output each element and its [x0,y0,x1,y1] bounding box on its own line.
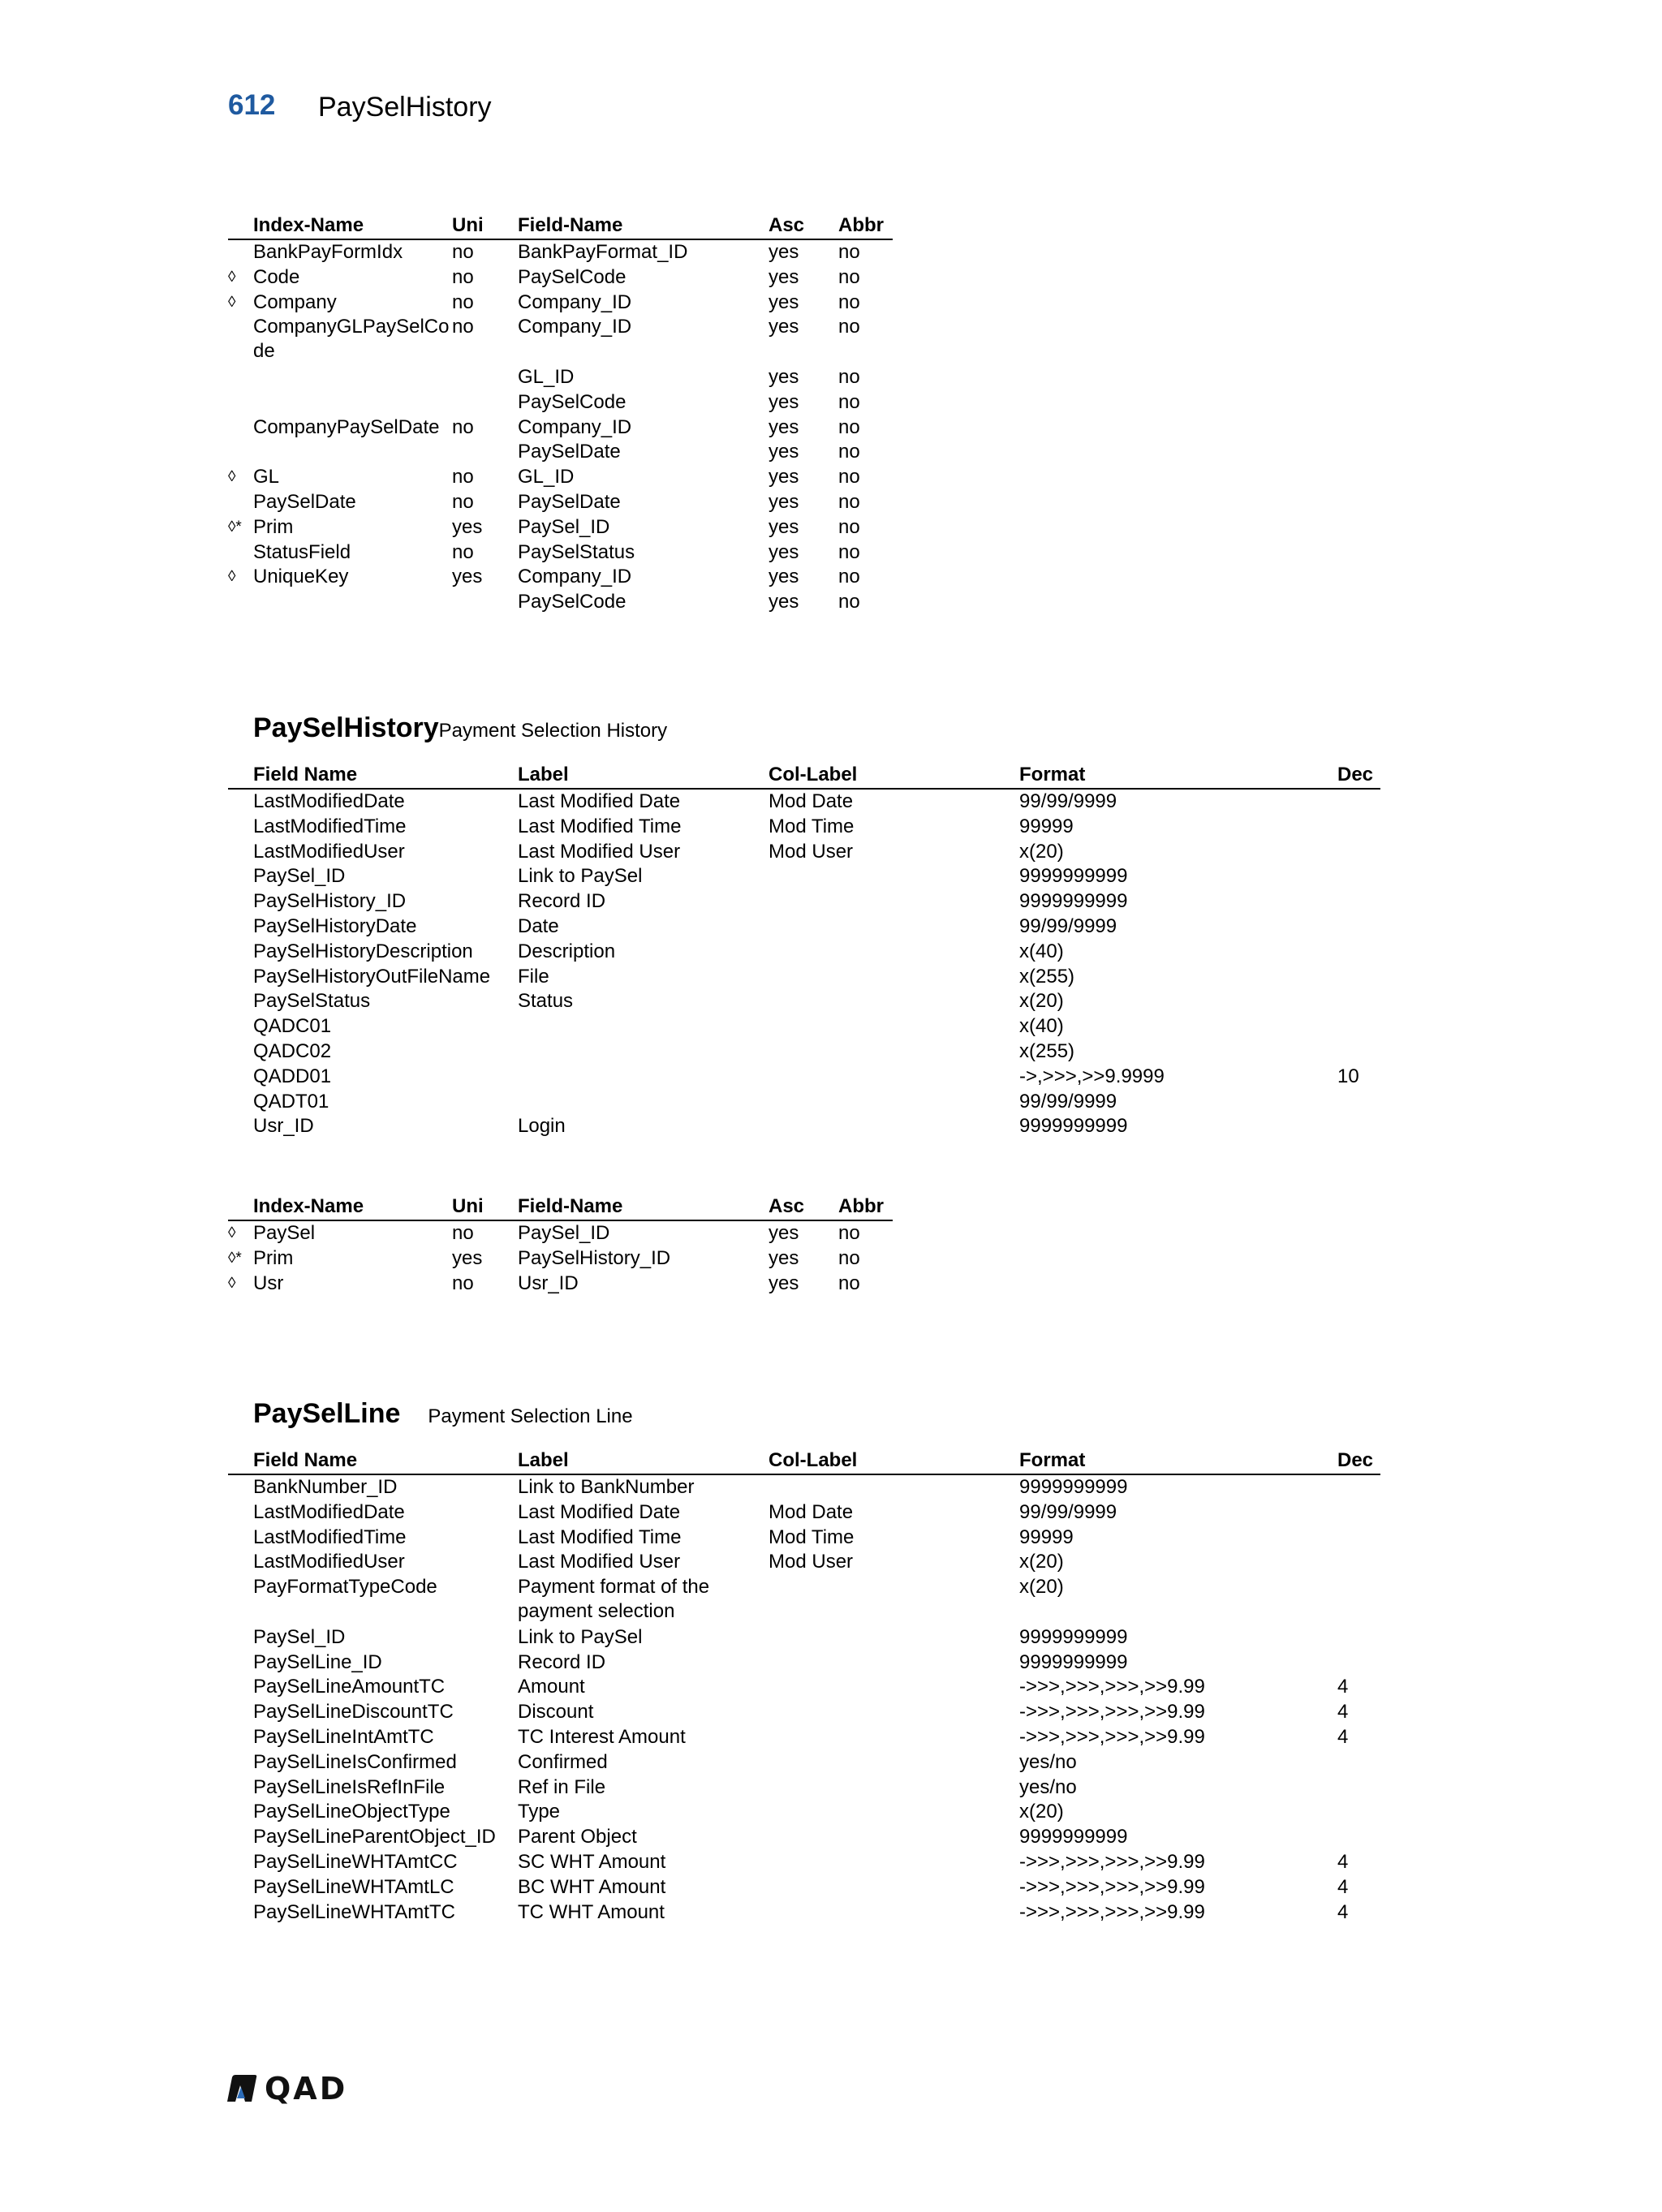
header-field-name: Field Name [253,764,358,785]
field-name: PaySelHistory_ID [253,890,407,913]
field-format: ->>>,>>>,>>>,>>9.99 [1019,1875,1205,1898]
ascending-flag: yes [769,466,799,488]
unique-flag: no [452,490,474,513]
index-key-marker: ◊ [228,268,236,286]
field-format: 9999999999 [1019,890,1128,913]
field-label: TC WHT Amount [518,1900,665,1923]
field-name: PaySelStatus [253,990,371,1013]
abbreviated-flag: no [838,1222,860,1244]
ascending-flag: yes [769,515,799,538]
field-name: QADC02 [253,1039,332,1062]
payselhistory-index-table [228,1194,893,1296]
table-row [228,1850,1380,1875]
field-format: 9999999999 [1019,1476,1128,1498]
index-name: GL [253,466,280,488]
field-name: LastModifiedDate [253,790,405,812]
abbreviated-flag: no [838,540,860,563]
table-row [228,1650,1380,1676]
ascending-flag: yes [769,265,799,288]
field-name: PaySelLineWHTAmtLC [253,1875,454,1898]
field-label: Status [518,990,574,1013]
field-format: 99/99/9999 [1019,1090,1117,1112]
table-row [228,1675,1380,1700]
ascending-flag: yes [769,1272,799,1294]
table-row [228,1039,1380,1065]
header-asc: Asc [769,214,805,236]
table-row [228,1750,1380,1775]
field-format: ->>>,>>>,>>>,>>9.99 [1019,1725,1205,1748]
field-name: LastModifiedUser [253,1551,405,1573]
header-field-name: Field-Name [518,1195,623,1217]
field-label: Last Modified Time [518,1526,682,1548]
table-row [228,965,1380,990]
table-row [228,1800,1380,1825]
field-format: 99/99/9999 [1019,1500,1117,1523]
field-name: LastModifiedDate [253,1500,405,1523]
field-label: Discount [518,1701,594,1724]
ascending-flag: yes [769,490,799,513]
table-name: PaySelHistory [253,712,439,743]
field-name: PaySelHistoryDate [253,914,417,937]
field-format: x(20) [1019,1801,1064,1823]
field-format: yes/no [1019,1750,1077,1773]
table-row [228,1475,1380,1500]
index-key-marker: ◊* [228,1249,242,1267]
field-name: LastModifiedTime [253,1526,407,1548]
payselline-field-table [228,1448,1380,1925]
field-format: yes/no [1019,1775,1077,1798]
index-name: BankPayFormIdx [253,241,403,263]
ascending-flag: yes [769,591,799,613]
field-label: Link to PaySel [518,1625,643,1648]
header-uni: Uni [452,214,484,236]
page-number: 612 [228,89,276,121]
field-name: PaySelLineObjectType [253,1801,450,1823]
index-name: Code [253,265,300,288]
payselhistory-field-table [228,763,1380,1139]
column-label: Mod Time [769,1526,855,1548]
field-label: Ref in File [518,1775,606,1798]
field-name: LastModifiedUser [253,840,405,863]
unique-flag: no [452,1222,474,1244]
index-name: Prim [253,515,294,538]
header-dec: Dec [1337,1449,1374,1471]
field-label: Type [518,1801,561,1823]
table-row [228,1246,893,1272]
ascending-flag: yes [769,316,799,338]
unique-flag: yes [452,515,483,538]
index-name: StatusField [253,540,351,563]
decimals: 4 [1337,1725,1349,1748]
index-name: PaySel [253,1222,316,1244]
field-label: Last Modified Date [518,1500,681,1523]
field-name: QADD01 [253,1065,332,1087]
field-name: PaySel_ID [518,515,610,538]
header-uni: Uni [452,1195,484,1217]
abbreviated-flag: no [838,1246,860,1269]
field-format: 99999 [1019,815,1074,837]
table-name: PaySelLine [253,1398,401,1429]
index-name: CompanyGLPaySelCo de [253,316,450,363]
abbreviated-flag: no [838,515,860,538]
table-row [228,1775,1380,1801]
field-name: PaySelHistoryOutFileName [253,965,491,988]
abbreviated-flag: no [838,390,860,413]
field-format: x(20) [1019,840,1064,863]
header-index-name: Index-Name [253,1195,364,1217]
table-row [228,465,893,490]
field-name: QADC01 [253,1015,332,1038]
header-abbr: Abbr [838,1195,884,1217]
ascending-flag: yes [769,1246,799,1269]
field-label: Payment format of the payment selection [518,1576,710,1623]
table-row [228,415,893,441]
field-format: 9999999999 [1019,1625,1128,1648]
field-format: x(255) [1019,965,1075,988]
field-label: File [518,965,549,988]
header-field-name: Field Name [253,1449,358,1471]
field-format: ->>>,>>>,>>>,>>9.99 [1019,1900,1205,1923]
section-title-payselline [253,1396,633,1436]
decimals: 4 [1337,1676,1349,1698]
field-name: BankNumber_ID [253,1476,398,1498]
table-row [228,1825,1380,1850]
field-format: ->>>,>>>,>>>,>>9.99 [1019,1676,1205,1698]
unique-flag: yes [452,566,483,588]
header-asc: Asc [769,1195,805,1217]
field-label: Amount [518,1676,585,1698]
field-format: 9999999999 [1019,1650,1128,1673]
field-format: 99/99/9999 [1019,790,1117,812]
table-description: Payment Selection Line [428,1405,633,1427]
table-row [228,365,893,390]
table-row [228,889,1380,914]
column-label: Mod Date [769,790,854,812]
index-name: PaySelDate [253,490,356,513]
header-index-name: Index-Name [253,214,364,236]
ascending-flag: yes [769,390,799,413]
ascending-flag: yes [769,241,799,263]
table-row [228,265,893,290]
column-label: Mod Time [769,815,855,837]
field-label: SC WHT Amount [518,1850,666,1873]
field-format: 9999999999 [1019,1115,1128,1138]
abbreviated-flag: no [838,466,860,488]
ascending-flag: yes [769,1222,799,1244]
paysel-index-table [228,213,893,615]
field-format: x(40) [1019,1015,1064,1038]
field-format: x(20) [1019,1576,1064,1599]
field-format: 99999 [1019,1526,1074,1548]
abbreviated-flag: no [838,241,860,263]
table-row [228,790,1380,815]
unique-flag: no [452,316,474,338]
field-name: PaySelCode [518,591,626,613]
unique-flag: no [452,540,474,563]
table-row [228,490,893,515]
header-format: Format [1019,764,1086,785]
index-name: CompanyPaySelDate [253,415,440,438]
header-format: Format [1019,1449,1086,1471]
field-label: Last Modified Time [518,815,682,837]
header-abbr: Abbr [838,214,884,236]
decimals: 4 [1337,1701,1349,1724]
ascending-flag: yes [769,415,799,438]
field-label: Link to BankNumber [518,1476,695,1498]
field-format: 99/99/9999 [1019,914,1117,937]
field-label: BC WHT Amount [518,1875,666,1898]
decimals: 4 [1337,1900,1349,1923]
index-table-header [228,213,893,239]
field-name: Company_ID [518,316,632,338]
field-name: PaySelHistoryDescription [253,940,473,962]
logo-text: QAD [265,2071,348,2107]
field-format: x(40) [1019,940,1064,962]
index-key-marker: ◊ [228,1274,236,1292]
ascending-flag: yes [769,290,799,313]
field-name: PaySelCode [518,390,626,413]
table-row [228,1065,1380,1090]
index-key-marker: ◊ [228,568,236,586]
field-label: Link to PaySel [518,865,643,888]
index-name: Company [253,290,337,313]
field-format: ->,>>>,>>9.9999 [1019,1065,1165,1087]
field-name: PaySelLineIsRefInFile [253,1775,446,1798]
table-row [228,1221,893,1246]
qad-logo [226,2071,347,2107]
field-name: BankPayFormat_ID [518,241,688,263]
unique-flag: no [452,415,474,438]
field-name: Company_ID [518,290,632,313]
table-row [228,590,893,615]
header-col-label: Col-Label [769,764,858,785]
table-row [228,1114,1380,1139]
field-label: Last Modified User [518,1551,681,1573]
field-name: PaySelLineDiscountTC [253,1701,454,1724]
table-row [228,1550,1380,1575]
abbreviated-flag: no [838,1272,860,1294]
table-row [228,1500,1380,1526]
unique-flag: no [452,241,474,263]
abbreviated-flag: no [838,365,860,388]
table-row [228,440,893,465]
ascending-flag: yes [769,566,799,588]
field-name: PaySelCode [518,265,626,288]
column-label: Mod Date [769,1500,854,1523]
field-name: PaySelLineIntAmtTC [253,1725,434,1748]
field-format: 9999999999 [1019,865,1128,888]
table-row [228,390,893,415]
field-name: PaySelLineIsConfirmed [253,1750,457,1773]
table-row [228,1625,1380,1650]
index-key-marker: ◊ [228,468,236,486]
ascending-flag: yes [769,540,799,563]
table-row [228,540,893,566]
unique-flag: no [452,290,474,313]
abbreviated-flag: no [838,265,860,288]
field-label: Date [518,914,559,937]
table-row [228,1575,1380,1625]
abbreviated-flag: no [838,591,860,613]
page-title: PaySelHistory [318,92,492,123]
field-label: Description [518,940,616,962]
table-row [228,290,893,316]
table-row [228,940,1380,965]
unique-flag: no [452,265,474,288]
table-row [228,1014,1380,1039]
field-name: PaySelLineAmountTC [253,1676,446,1698]
column-label: Mod User [769,840,854,863]
column-label: Mod User [769,1551,854,1573]
table-row [228,840,1380,865]
field-format: 9999999999 [1019,1826,1128,1848]
table-row [228,515,893,540]
field-name: GL_ID [518,365,575,388]
field-label: Login [518,1115,566,1138]
table-row [228,989,1380,1014]
field-name: PayFormatTypeCode [253,1576,437,1599]
table-row [228,1272,893,1297]
field-name: PaySelDate [518,441,621,463]
unique-flag: no [452,466,474,488]
qad-logo-icon [226,2074,258,2103]
decimals: 4 [1337,1875,1349,1898]
abbreviated-flag: no [838,490,860,513]
field-label: Record ID [518,890,606,913]
table-row [228,1526,1380,1551]
section-title-payselhistory [253,711,667,751]
index-name: UniqueKey [253,566,349,588]
field-label: Record ID [518,1650,606,1673]
field-format: x(20) [1019,990,1064,1013]
field-name: PaySelHistory_ID [518,1246,671,1269]
index-key-marker: ◊ [228,293,236,311]
field-format: x(20) [1019,1551,1064,1573]
index-name: Prim [253,1246,294,1269]
table-description: Payment Selection History [438,720,668,742]
ascending-flag: yes [769,365,799,388]
header-label: Label [518,1449,569,1471]
ascending-flag: yes [769,441,799,463]
field-label: Confirmed [518,1750,608,1773]
field-name: QADT01 [253,1090,329,1112]
table-row [228,1725,1380,1750]
field-format: ->>>,>>>,>>>,>>9.99 [1019,1701,1205,1724]
abbreviated-flag: no [838,290,860,313]
unique-flag: yes [452,1246,483,1269]
field-name: PaySelLineWHTAmtCC [253,1850,458,1873]
table-row [228,914,1380,940]
field-name: PaySel_ID [253,865,346,888]
index-key-marker: ◊* [228,518,242,536]
abbreviated-flag: no [838,566,860,588]
table-row [228,864,1380,889]
field-name: PaySelLine_ID [253,1650,382,1673]
field-name: LastModifiedTime [253,815,407,837]
field-label: Last Modified Date [518,790,681,812]
table-row [228,565,893,590]
decimals: 4 [1337,1850,1349,1873]
table-row [228,1090,1380,1115]
field-name: PaySelDate [518,490,621,513]
table-row [228,1700,1380,1725]
field-table-header [228,763,1380,788]
header-field-name: Field-Name [518,214,623,236]
field-name: PaySel_ID [518,1222,610,1244]
field-name: GL_ID [518,466,575,488]
header-label: Label [518,764,569,785]
unique-flag: no [452,1272,474,1294]
field-name: Usr_ID [518,1272,579,1294]
header-dec: Dec [1337,764,1374,785]
field-name: Company_ID [518,566,632,588]
field-name: PaySelLineWHTAmtTC [253,1900,455,1923]
index-table-header [228,1194,893,1220]
field-name: Company_ID [518,415,632,438]
table-row [228,240,893,265]
decimals: 10 [1337,1065,1359,1087]
field-label: Parent Object [518,1826,637,1848]
field-label: Last Modified User [518,840,681,863]
index-name: Usr [253,1272,284,1294]
header-col-label: Col-Label [769,1449,858,1471]
field-format: ->>>,>>>,>>>,>>9.99 [1019,1850,1205,1873]
field-label: TC Interest Amount [518,1725,686,1748]
abbreviated-flag: no [838,441,860,463]
field-format: x(255) [1019,1039,1075,1062]
table-row [228,1900,1380,1926]
abbreviated-flag: no [838,316,860,338]
table-row [228,315,893,365]
field-name: PaySel_ID [253,1625,346,1648]
table-row [228,815,1380,840]
table-row [228,1875,1380,1900]
field-name: Usr_ID [253,1115,314,1138]
field-name: PaySelStatus [518,540,635,563]
field-name: PaySelLineParentObject_ID [253,1826,496,1848]
field-table-header [228,1448,1380,1474]
abbreviated-flag: no [838,415,860,438]
index-key-marker: ◊ [228,1224,236,1242]
